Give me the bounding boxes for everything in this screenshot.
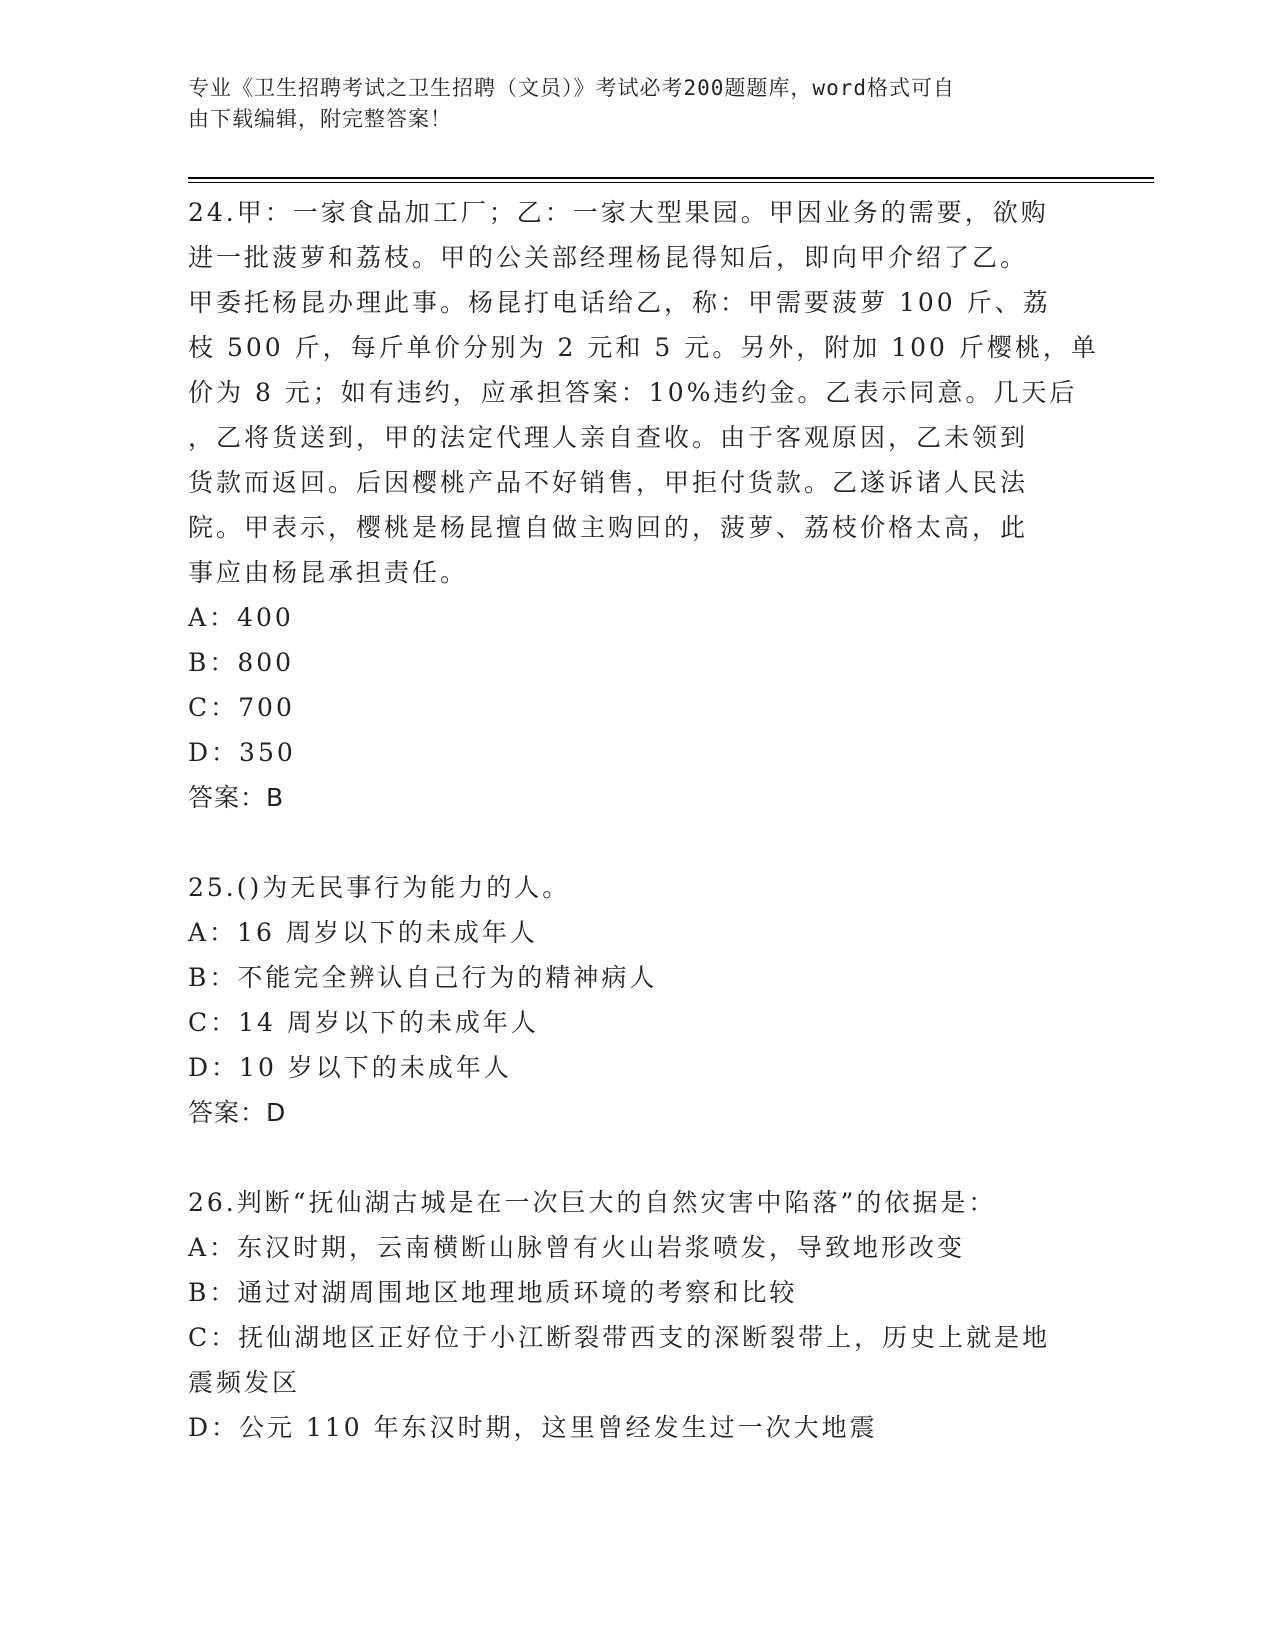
- question-stem-line: 进一批菠萝和荔枝。甲的公关部经理杨昆得知后，即向甲介绍了乙。: [188, 243, 1029, 272]
- question-24: [188, 190, 1099, 820]
- question-25: [188, 865, 1088, 1135]
- option-c-continued: 震频发区: [188, 1368, 301, 1397]
- option-b: B：通过对湖周围地区地理地质环境的考察和比较: [188, 1278, 798, 1307]
- option-a: A：400: [188, 603, 294, 632]
- question-stem-line: 货款而返回。后因樱桃产品不好销售，甲拒付货款。乙遂诉诸人民法: [188, 468, 1029, 497]
- question-26: [188, 1180, 1088, 1450]
- option-b: B：不能完全辨认自己行为的精神病人: [188, 963, 658, 992]
- question-stem-line: ，乙将货送到，甲的法定代理人亲自查收。由于客观原因，乙未领到: [188, 423, 1029, 452]
- question-spacer: [188, 1135, 1088, 1180]
- question-stem-line: 25.()为无民事行为能力的人。: [188, 873, 571, 902]
- option-d: D：10 岁以下的未成年人: [188, 1053, 512, 1082]
- option-a: A：东汉时期，云南横断山脉曾有火山岩浆喷发，导致地形改变: [188, 1233, 966, 1262]
- question-spacer: [188, 820, 1088, 865]
- option-c: C：700: [188, 693, 295, 722]
- answer-line: 答案：B: [188, 783, 285, 812]
- header-rule-thin: [188, 182, 1154, 183]
- question-stem-line: 26.判断“抚仙湖古城是在一次巨大的自然灾害中陷落”的依据是：: [188, 1188, 997, 1217]
- option-a: A：16 周岁以下的未成年人: [188, 918, 538, 947]
- header-line-2: 由下载编辑，附完整答案！: [188, 107, 452, 131]
- option-c: C：抚仙湖地区正好位于小江断裂带西支的深断裂带上，历史上就是地: [188, 1323, 1051, 1352]
- question-stem-line: 价为 8 元；如有违约，应承担答案：10%违约金。乙表示同意。几天后: [188, 378, 1078, 407]
- option-d: D：公元 110 年东汉时期，这里曾经发生过一次大地震: [188, 1413, 878, 1442]
- question-list: [188, 190, 1099, 1450]
- question-stem-line: 24.甲：一家食品加工厂；乙：一家大型果园。甲因业务的需要，欲购: [188, 198, 1049, 227]
- header-rule-thick: [188, 177, 1154, 179]
- option-b: B：800: [188, 648, 295, 677]
- option-c: C：14 周岁以下的未成年人: [188, 1008, 539, 1037]
- question-stem-line: 甲委托杨昆办理此事。杨昆打电话给乙，称：甲需要菠萝 100 斤、荔: [188, 288, 1051, 317]
- document-header: [188, 73, 1088, 135]
- question-stem-line: 事应由杨昆承担责任。: [188, 558, 469, 587]
- header-line-1: 专业《卫生招聘考试之卫生招聘（文员）》考试必考200题题库，word格式可自: [188, 76, 955, 100]
- question-stem-line: 院。甲表示，樱桃是杨昆擅自做主购回的，菠萝、荔枝价格太高，此: [188, 513, 1029, 542]
- option-d: D：350: [188, 738, 296, 767]
- question-stem-line: 枝 500 斤，每斤单价分别为 2 元和 5 元。另外，附加 100 斤樱桃，单: [188, 333, 1099, 362]
- answer-line: 答案：D: [188, 1098, 287, 1127]
